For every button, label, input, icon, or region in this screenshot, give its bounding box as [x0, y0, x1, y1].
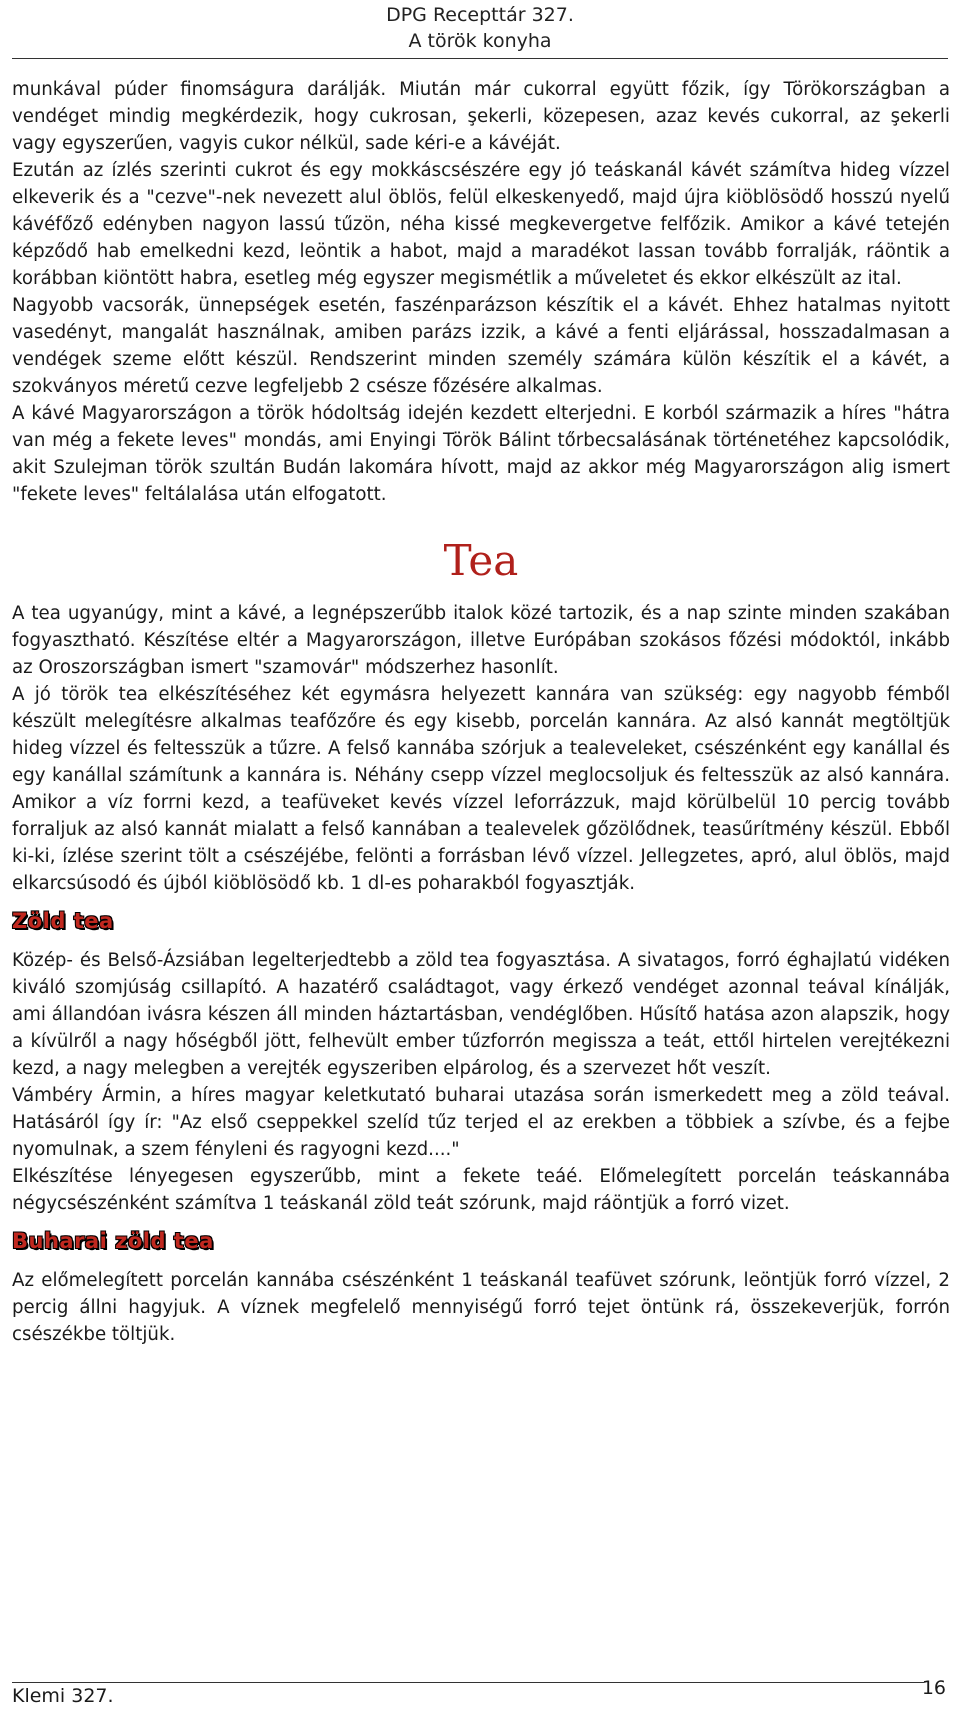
header-divider: [12, 58, 948, 59]
section-heading-zold-tea: Zöld tea: [12, 909, 114, 933]
page-header: [12, 2, 948, 54]
section-heading-tea: Tea: [443, 536, 519, 585]
header-subtitle: A török konyha: [408, 30, 552, 52]
footer-divider: [12, 1682, 924, 1683]
footer-text: Klemi 327.: [12, 1685, 114, 1707]
paragraph: Ezután az ízlés szerinti cukrot és egy mokkáscsészére egy jó teáskanál kávét számítva hideg vízzel elkeverik és a "cezve"-nek nevezett alul öblös, felül elkeskenyedő, majd újra kiöblösödő hosszú nyelű kávéfőző edényben nagyon lassú tűzön, néha kissé megkevergetve felfőzik. Amikor a kávé tetején képződő hab emelkedni kezd, leöntik a habot, majd a maradékot lassan tovább forralják, ráöntik a korábban kiöntött habra, esetleg még egyszer megismétlik a műveletet és ekkor elkészült az ital.: [12, 160, 950, 289]
paragraph: A jó török tea elkészítéséhez két egymásra helyezett kannára van szükség: egy nagyobb fémből készült melegítésre alkalmas teafőzőre és egy kisebb, porcelán kannára. Az alsó kannát megtöltjük hideg vízzel és feltesszük a tűzre. A felső kannába szórjuk a tealeveleket, csészénként egy kanállal és egy kanállal számítunk a kannára is. Néhány csepp vízzel meglocsoljuk és feltesszük az alsó kannára. Amikor a víz forrni kezd, a teafüveket kevés vízzel leforrázzuk, majd körülbelül 10 percig tovább forraljuk az alsó kannát mialatt a felső kannában a tealevelek gőzölődnek, teasűrítmény készül. Ebből ki-ki, ízlése szerint tölt a csészéjébe, felönti a forrásban lévő vízzel. Jellegzetes, apró, alul öblös, majd elkarcsúsodó és újból kiöblösödő kb. 1 dl-es poharakból fogyasztják.: [12, 684, 950, 894]
paragraph: Vámbéry Ármin, a híres magyar keletkutató buharai utazása során ismerkedett meg a zöld teával. Hatásáról így ír: "Az első cseppekkel szelíd tűz terjed el az erekben a többiek a szívbe, és a fejbe nyomulnak, a szem fényleni és ragyogni kezd....": [12, 1085, 950, 1160]
paragraph: Nagyobb vacsorák, ünnepségek esetén, faszénparázson készítik el a kávét. Ehhez hatalmas nyitott vasedényt, mangalát használnak, amiben parázs izzik, a kávé a fenti eljárással, hosszadalmasan a vendégek szeme előtt készül. Rendszerint minden személy számára külön készítik el a kávét, a szokványos méretű cezve legfeljebb 2 csésze főzésére alkalmas.: [12, 295, 950, 397]
header-title: DPG Recepttár 327.: [386, 4, 574, 26]
paragraph: munkával púder finomságura darálják. Miután már cukorral együtt főzik, így Törökországban a vendéget mindig megkérdezik, hogy cukrosan, şekerli, közepesen, azaz kevés cukorral, az şekerli vagy egyszerűen, vagyis cukor nélkül, sade kéri-e a kávéját.: [12, 79, 950, 154]
paragraph: A tea ugyanúgy, mint a kávé, a legnépszerűbb italok közé tartozik, és a nap szinte minden szakában fogyasztható. Készítése eltér a Magyarországon, illetve Európában szokásos főzési módoktól, inkább az Oroszországban ismert "szamovár" módszerhez hasonlít.: [12, 603, 950, 678]
paragraph: A kávé Magyarországon a török hódoltság idején kezdett elterjedni. E korból származik a híres "hátra van még a fekete leves" mondás, ami Enyingi Török Bálint tőrbecsalásának történetéhez kapcsolódik, akit Szulejman török szultán Budán lakomára hívott, majd az akkor még Magyarországon alig ismert "fekete leves" feltálalása után elfogatott.: [12, 403, 950, 505]
paragraph: Az előmelegített porcelán kannába csészénként 1 teáskanál teafüvet szórunk, leöntjük forró vízzel, 2 percig állni hagyjuk. A víznek megfelelő mennyiségű forró tejet öntünk rá, összekeverjük, forrón csészékbe töltjük.: [12, 1270, 950, 1345]
section-heading-buharai-zold-tea: Buharai zöld tea: [12, 1229, 214, 1253]
paragraph: Közép- és Belső-Ázsiában legelterjedtebb a zöld tea fogyasztása. A sivatagos, forró éghajlatú vidéken kiváló szomjúság csillapító. A hazatérő családtagot, vagy érkező vendéget azonnal teával kínálják, ami állandóan ivásra készen áll minden háztartásban, vendéglőben. Hűsítő hatása azon alapszik, hogy a kívülről a nagy hőségből jött, felhevült ember tűzforrón megissza a teát, ettől hirtelen verejtékezni kezd, a nagy melegben a verejték egyszeriben elpárolog, és a szervezet hőt veszít.: [12, 950, 950, 1079]
page-number: 16: [921, 1677, 946, 1699]
page-content: [12, 76, 950, 1348]
paragraph: Elkészítése lényegesen egyszerűbb, mint a fekete teáé. Előmelegített porcelán teáskannába négycsészénként számítva 1 teáskanál zöld teát szórunk, majd ráöntjük a forró vizet.: [12, 1166, 950, 1214]
